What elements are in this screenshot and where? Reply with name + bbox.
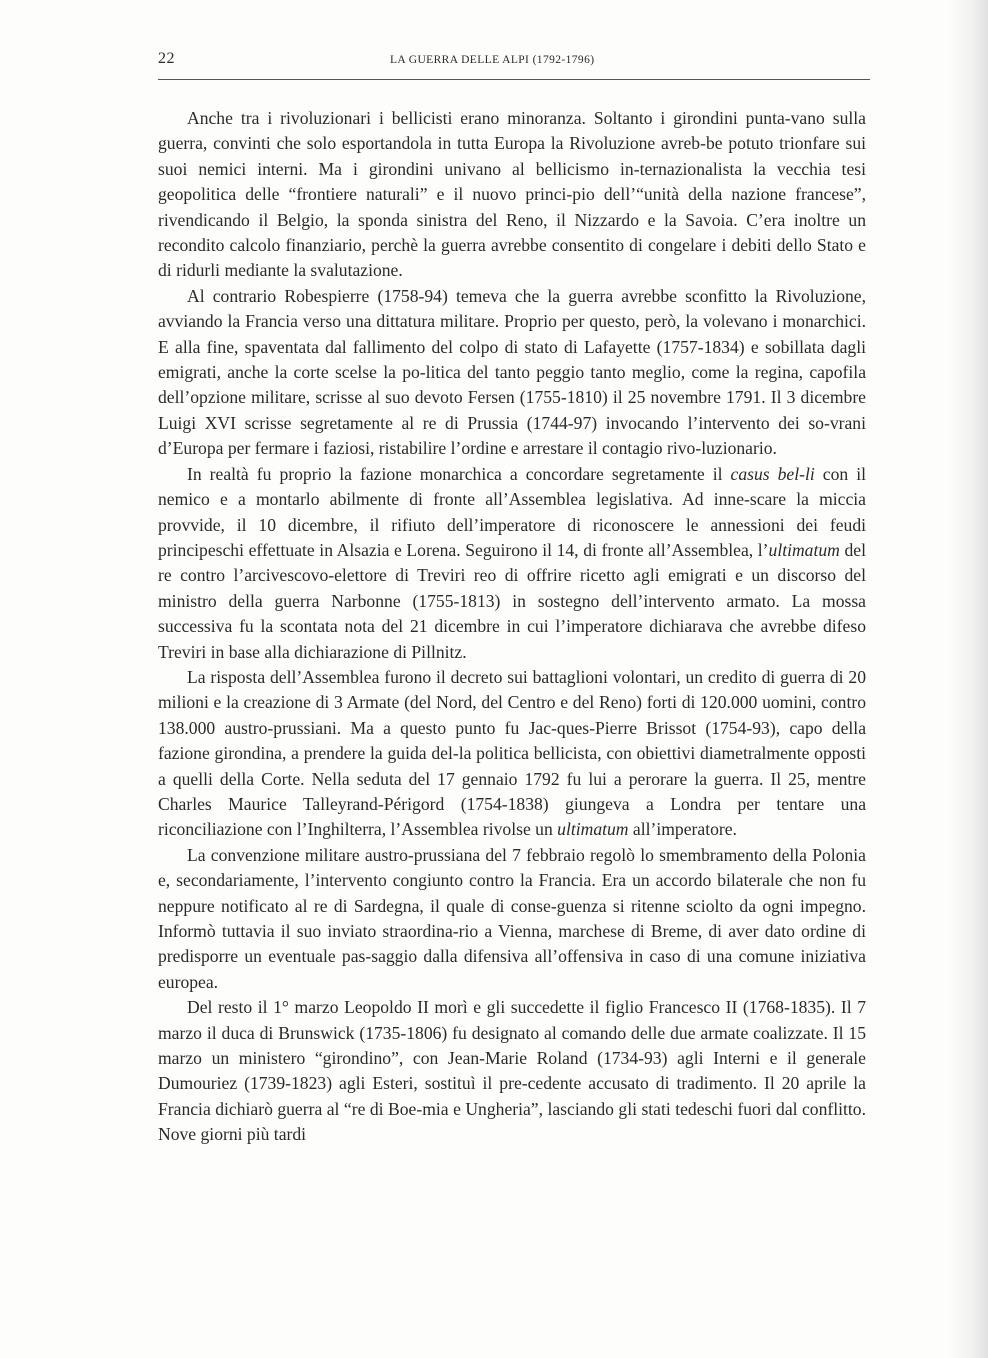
paragraph-1	[158, 106, 866, 284]
text-run: con il nemico e a montarlo abilmente di fronte all’Assemblea legislativa. Ad inne-scare la miccia provvide, il 10 dicembre, il rifiuto dell’imperatore di riconoscere le annessioni dei feudi principeschi effettuate in Alsazia e Lorena. Seguirono il 14, di fronte all’Assemblea, l’	[158, 463, 867, 560]
text-run: La convenzione militare austro-prussiana del 7 febbraio regolò lo smembramento della Polonia e, secondariamente, l’intervento congiunto contro la Francia. Era un accordo bilaterale che non fu neppure notificato al re di Sardegna, il quale di conse-guenza si ritenne sciolto da ogni impegno. Informò tuttavia il suo inviato straordina-rio a Vienna, marchese di Breme, di aver dato ordine di predisporre un eventuale pas-saggio dalla difensiva all’offensiva in caso di una comune iniziativa europea.	[158, 844, 866, 992]
page-gutter-shadow	[948, 0, 988, 1358]
paragraph-2	[158, 284, 866, 462]
paragraph-3	[158, 462, 866, 665]
page-number: 22	[158, 50, 175, 67]
text-run: Al contrario Robespierre (1758-94) temeva che la guerra avrebbe sconfitto la Rivoluzione, avviando la Francia verso una dittatura militare. Proprio per questo, però, la volevano i monarchici. E alla fine, spaventata dal fallimento del colpo di stato di Lafayette (1757-1834) e sobillata dagli emigrati, anche la corte scelse la po-litica del tanto peggio tanto meglio, come la regina, capofila dell’opzione militare, scrisse al suo devoto Fersen (1755-1810) il 25 novembre 1791. Il 3 dicembre Luigi XVI scrisse segretamente al re di Prussia (1744-97) invocando l’intervento dei so-vrani d’Europa per fermare i faziosi, ristabilire l’ordine e arrestare il contagio rivo-luzionario.	[158, 285, 866, 459]
italic-term: ultimatum	[557, 819, 629, 840]
italic-term: casus bel-li	[730, 463, 815, 484]
paragraph-4	[158, 665, 866, 843]
paragraph-5	[158, 843, 866, 995]
text-run: Anche tra i rivoluzionari i bellicisti erano minoranza. Soltanto i girondini punta-vano sulla guerra, convinti che solo esportandola in tutta Europa la Rivoluzione avreb-be potuto trionfare sui suoi nemici interni. Ma i girondini univano al bellicismo in-ternazionalista la vecchia tesi geopolitica delle “frontiere naturali” e il nuovo princi-pio dell’“unità della nazione francese”, rivendicando il Belgio, la sponda sinistra del Reno, il Nizzardo e la Savoia. C’era inoltre un recondito calcolo finanziario, perchè la guerra avrebbe consentito di congelare i debiti dello Stato e di ridurli mediante la svalutazione.	[158, 108, 866, 281]
text-run: del re contro l’arcivescovo-elettore di Treviri reo di offrire ricetto agli emigrati e un discorso del ministro della guerra Narbonne (1755-1813) in sostegno dell’intervento armato. La mossa successiva fu la scontata nota del 21 dicembre in cui l’imperatore dichiarava che avrebbe difeso Treviri in base alla dichiarazione di Pillnitz.	[158, 539, 866, 662]
running-title: LA GUERRA DELLE ALPI (1792-1796)	[390, 54, 595, 66]
body-text	[158, 106, 866, 1148]
text-run: In realtà fu proprio la fazione monarchica a concordare segretamente il	[187, 463, 731, 484]
italic-term: ultimatum	[768, 539, 840, 560]
text-run: La risposta dell’Assemblea furono il decreto sui battaglioni volontari, un credito di guerra di 20 milioni e la creazione di 3 Armate (del Nord, del Centro e del Reno) forti di 120.000 uomini, contro 138.000 austro-prussiani. Ma a questo punto fu Jac-ques-Pierre Brissot (1754-93), capo della fazione girondina, a prendere la guida del-la politica bellicista, con obiettivi diametralmente opposti a quelli della Corte. Nella seduta del 17 gennaio 1792 fu lui a perorare la guerra. Il 25, mentre Charles Maurice Talleyrand-Périgord (1754-1838) giungeva a Londra per tentare una riconciliazione con l’Inghilterra, l’Assemblea rivolse un	[158, 666, 866, 840]
paragraph-6	[158, 995, 866, 1147]
text-run: Del resto il 1° marzo Leopoldo II morì e gli succedette il figlio Francesco II (1768-1835). Il 7 marzo il duca di Brunswick (1735-1806) fu designato al comando delle due armate coalizzate. Il 15 marzo un ministero “girondino”, con Jean-Marie Roland (1734-93) agli Interni e il generale Dumouriez (1739-1823) agli Esteri, sostituì il pre-cedente accusato di tradimento. Il 20 aprile la Francia dichiarò guerra al “re di Boe-mia e Ungheria”, lasciando gli stati tedeschi fuori dal conflitto. Nove giorni più tardi	[158, 997, 866, 1145]
header-rule	[158, 79, 870, 80]
text-run: all’imperatore.	[628, 819, 737, 840]
running-head	[158, 50, 866, 72]
